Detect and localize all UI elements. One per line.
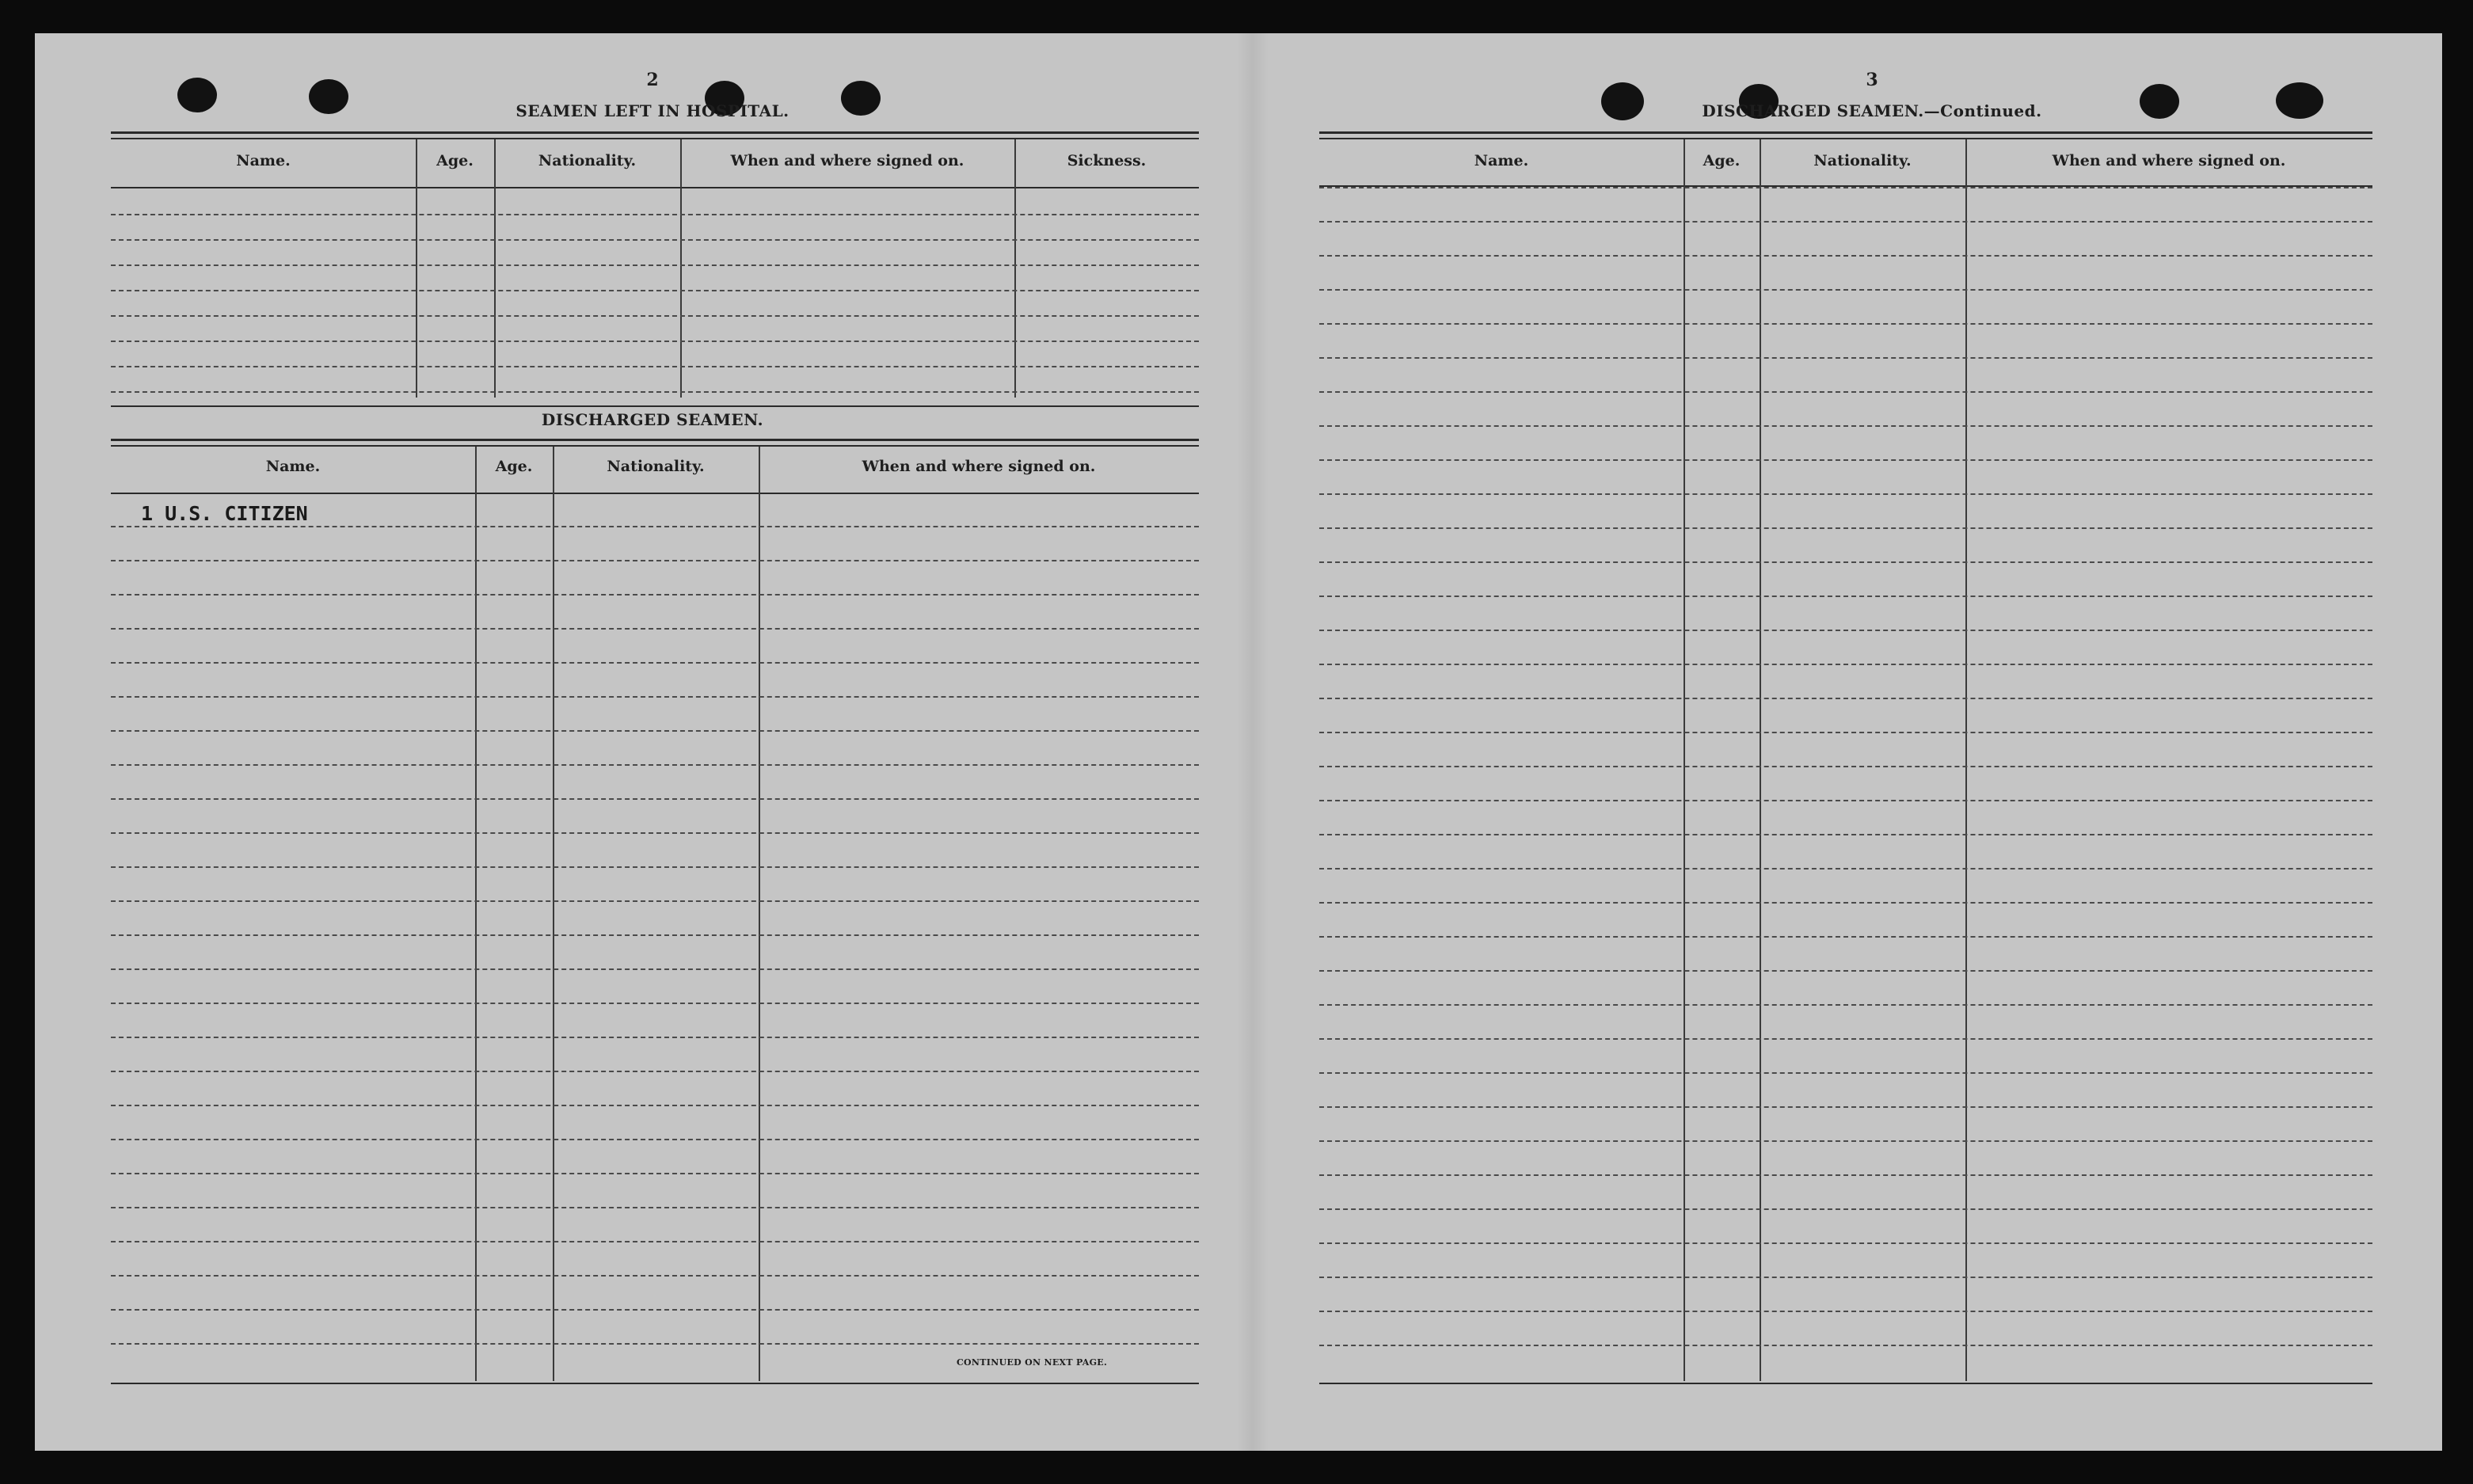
hospital-section-title: SEAMEN LEFT IN HOSPITAL. — [516, 101, 789, 120]
column-header-age: Age. — [1703, 152, 1741, 169]
ruled-line — [1319, 1004, 2372, 1006]
ruled-line — [1319, 970, 2372, 972]
ruled-line — [111, 1275, 1199, 1277]
ruled-line — [1319, 936, 2372, 938]
ruled-line — [111, 798, 1199, 800]
ruled-line — [1319, 766, 2372, 767]
ruled-line — [111, 1309, 1199, 1311]
ruled-line — [1319, 221, 2372, 223]
column-divider — [1684, 139, 1685, 1381]
column-header-signed-on: When and where signed on. — [2052, 152, 2286, 169]
ruled-line — [111, 594, 1199, 596]
continued-note: CONTINUED ON NEXT PAGE. — [957, 1357, 1108, 1368]
ruled-line — [111, 968, 1199, 970]
ruled-line — [111, 1207, 1199, 1208]
column-header-signed-on: When and where signed on. — [730, 152, 964, 169]
punch-hole — [2140, 84, 2179, 119]
page-number: 3 — [1866, 70, 1878, 90]
ruled-line — [1319, 391, 2372, 393]
column-header-name: Name. — [1474, 152, 1529, 169]
ruled-line — [1319, 425, 2372, 427]
table-top-rule — [1319, 138, 2372, 139]
ruled-line — [1319, 1208, 2372, 1210]
ruled-line — [1319, 1277, 2372, 1278]
column-header-name: Name. — [265, 458, 321, 475]
discharged-continued-title: DISCHARGED SEAMEN.—Continued. — [1702, 101, 2042, 120]
punch-hole — [2276, 82, 2323, 119]
ruled-line — [111, 662, 1199, 664]
ruled-line — [1319, 289, 2372, 291]
punch-hole — [309, 79, 348, 114]
ruled-line — [1319, 1072, 2372, 1074]
document-sheet — [35, 33, 2442, 1451]
table-top-rule — [111, 445, 1199, 447]
ruled-line — [1319, 561, 2372, 563]
punch-hole — [177, 78, 217, 112]
section-divider-rule — [111, 405, 1199, 407]
ruled-line — [1319, 902, 2372, 904]
column-header-nationality: Nationality. — [607, 458, 705, 475]
ruled-line — [1319, 800, 2372, 801]
ruled-line — [1319, 527, 2372, 529]
table-bottom-rule — [1319, 1383, 2372, 1384]
ruled-line — [1319, 323, 2372, 325]
column-header-age: Age. — [436, 152, 474, 169]
header-bottom-rule — [111, 187, 1199, 188]
ruled-line — [1319, 255, 2372, 257]
column-divider — [1965, 139, 1967, 1381]
header-bottom-rule — [111, 493, 1199, 494]
ruled-line — [111, 1037, 1199, 1038]
column-header-signed-on: When and where signed on. — [862, 458, 1096, 475]
column-divider — [680, 139, 682, 398]
discharged-section-title: DISCHARGED SEAMEN. — [541, 410, 764, 429]
column-header-age: Age. — [495, 458, 533, 475]
table-top-rule — [111, 439, 1199, 441]
page-number: 2 — [646, 70, 659, 90]
ruled-line — [111, 1071, 1199, 1072]
ruled-line — [111, 1139, 1199, 1140]
table-bottom-rule — [111, 1383, 1199, 1384]
ruled-line — [1319, 664, 2372, 665]
page-fold — [1237, 33, 1269, 1451]
column-divider — [416, 139, 417, 398]
ruled-line — [111, 628, 1199, 630]
table-top-rule — [111, 131, 1199, 134]
column-divider — [1760, 139, 1761, 1381]
ruled-line — [111, 866, 1199, 868]
ruled-line — [111, 934, 1199, 936]
ruled-line — [111, 900, 1199, 902]
ruled-line — [1319, 357, 2372, 359]
ruled-line — [111, 730, 1199, 732]
ruled-line — [1319, 630, 2372, 631]
column-header-nationality: Nationality. — [1813, 152, 1912, 169]
table-top-rule — [111, 138, 1199, 139]
ruled-line — [111, 1003, 1199, 1004]
ruled-line — [111, 526, 1199, 527]
ruled-line — [1319, 1038, 2372, 1040]
ruled-line — [111, 1173, 1199, 1174]
ruled-line — [1319, 868, 2372, 869]
column-header-sickness: Sickness. — [1067, 152, 1147, 169]
ruled-line — [1319, 1311, 2372, 1312]
ruled-line — [1319, 698, 2372, 699]
table-top-rule — [1319, 131, 2372, 134]
ruled-line — [111, 832, 1199, 834]
table-row-name-cell: 1 U.S. CITIZEN — [141, 502, 308, 525]
ruled-line — [1319, 187, 2372, 188]
ruled-line — [1319, 732, 2372, 733]
ruled-line — [111, 764, 1199, 766]
ruled-line — [1319, 1345, 2372, 1346]
ruled-line — [1319, 459, 2372, 461]
ruled-line — [1319, 1106, 2372, 1108]
ruled-line — [1319, 596, 2372, 597]
ruled-line — [1319, 1174, 2372, 1176]
column-header-nationality: Nationality. — [538, 152, 637, 169]
ruled-line — [111, 1241, 1199, 1242]
ruled-line — [1319, 834, 2372, 835]
column-divider — [494, 139, 496, 398]
ruled-line — [111, 560, 1199, 561]
ruled-line — [1319, 1242, 2372, 1244]
column-divider — [1014, 139, 1016, 398]
ruled-line — [111, 1343, 1199, 1345]
column-header-name: Name. — [236, 152, 291, 169]
ruled-line — [1319, 493, 2372, 495]
ruled-line — [111, 696, 1199, 698]
ruled-line — [111, 1105, 1199, 1106]
ruled-line — [1319, 1140, 2372, 1142]
